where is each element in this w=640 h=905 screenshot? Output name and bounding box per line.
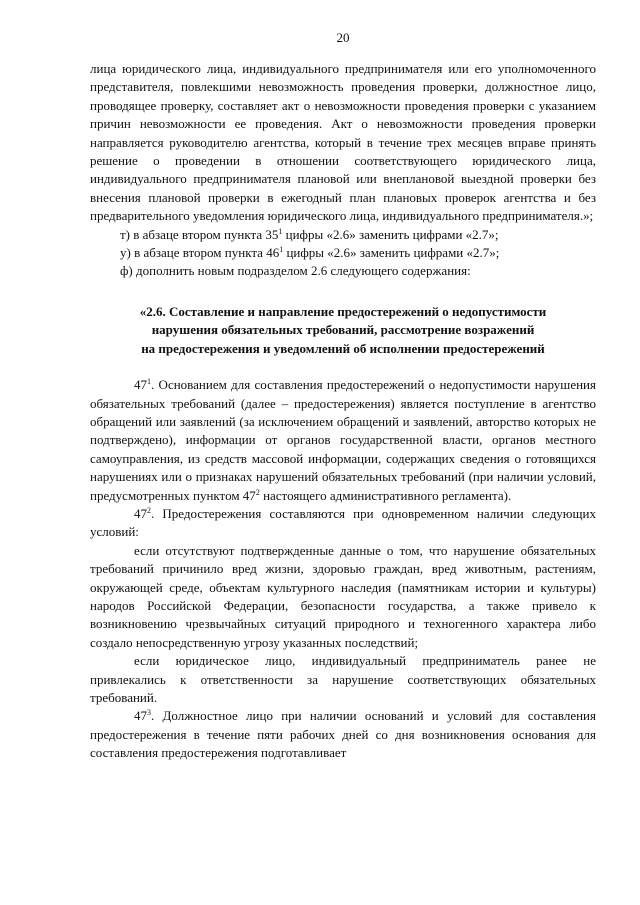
amendment-list [90,226,596,281]
document-page [90,30,596,763]
list-item-u: у) в абзаце втором пункта $46^1$ цифры «2.6» заменить цифрами «2.7»; [120,245,500,261]
paragraph-47-2: $47^2$. Предостережения составляются при одновременном наличии следующих условий: [90,505,596,540]
heading-line-2: нарушения обязательных требований, рассмотрение возражений [151,322,535,338]
paragraph-47-3: $47^3$. Должностное лицо при наличии оснований и условий для составления предостережения в течение пяти рабочих дней со дня возникновения основания для составления предостережения подготавливает [90,708,596,761]
heading-line-1: «2.6. Составление и направление предостережений о недопустимости [139,303,547,319]
condition-2: если юридическое лицо, индивидуальный предприниматель ранее не привлекались к ответственности за нарушение соответствующих обязательных требований. [90,653,596,705]
list-item-f: ф) дополнить новым подразделом 2.6 следующего содержания: [120,263,471,279]
page-number: 20 [336,30,350,45]
condition-1: если отсутствуют подтвержденные данные о том, что нарушение обязательных требований причинило вред жизни, здоровью граждан, вред животным, растениям, окружающей среде, объектам культурного наследия (памятникам истории и культуры) народов Российской Федерации, безопасности государства, а также привело к возникновению чрезвычайных ситуаций природного и техногенного характера либо создало непосредственную угрозу указанных последствий; [90,542,596,650]
paragraph-intro: лица юридического лица, индивидуального предпринимателя или его уполномоченного представителя, повлекшими невозможность проведения проверки, должностное лицо, проводящее проверку, составляет акт о невозможности проведения проверки с указанием причин невозможности ее проведения. Акт о невозможности проведения проверки направляется руководителю агентства, который в течение трех месяцев вправе принять решение о проведении в отношении соответствующего юридического лица, индивидуального предпринимателя плановой или внеплановой выездной проверки без внесения плановой проверки в ежегодный план плановых проверок агентства и без предварительного уведомления юридического лица, индивидуального предпринимателя.»; [90,61,596,224]
section-heading [90,303,596,358]
list-item-t: т) в абзаце втором пункта $35^1$ цифры «2.6» заменить цифрами «2.7»; [120,226,499,242]
heading-line-3: на предостережения и уведомлений об исполнении предостережений [141,340,545,356]
paragraph-47-1: $47^1$. Основанием для составления предостережений о недопустимости нарушения обязательных требований (далее – предостережения) является поступление в агентство обращений или заявлений (за исключением обращений и заявлений, авторство которых не подтверждено), информации от органов государственной власти, органов местного самоуправления, из средств массовой информации, содержащих сведения о готовящихся нарушениях или о признаках нарушений обязательных требований (при наличии условий, предусмотренных пунктом $47^2$ настоящего административного регламента). [90,377,596,503]
